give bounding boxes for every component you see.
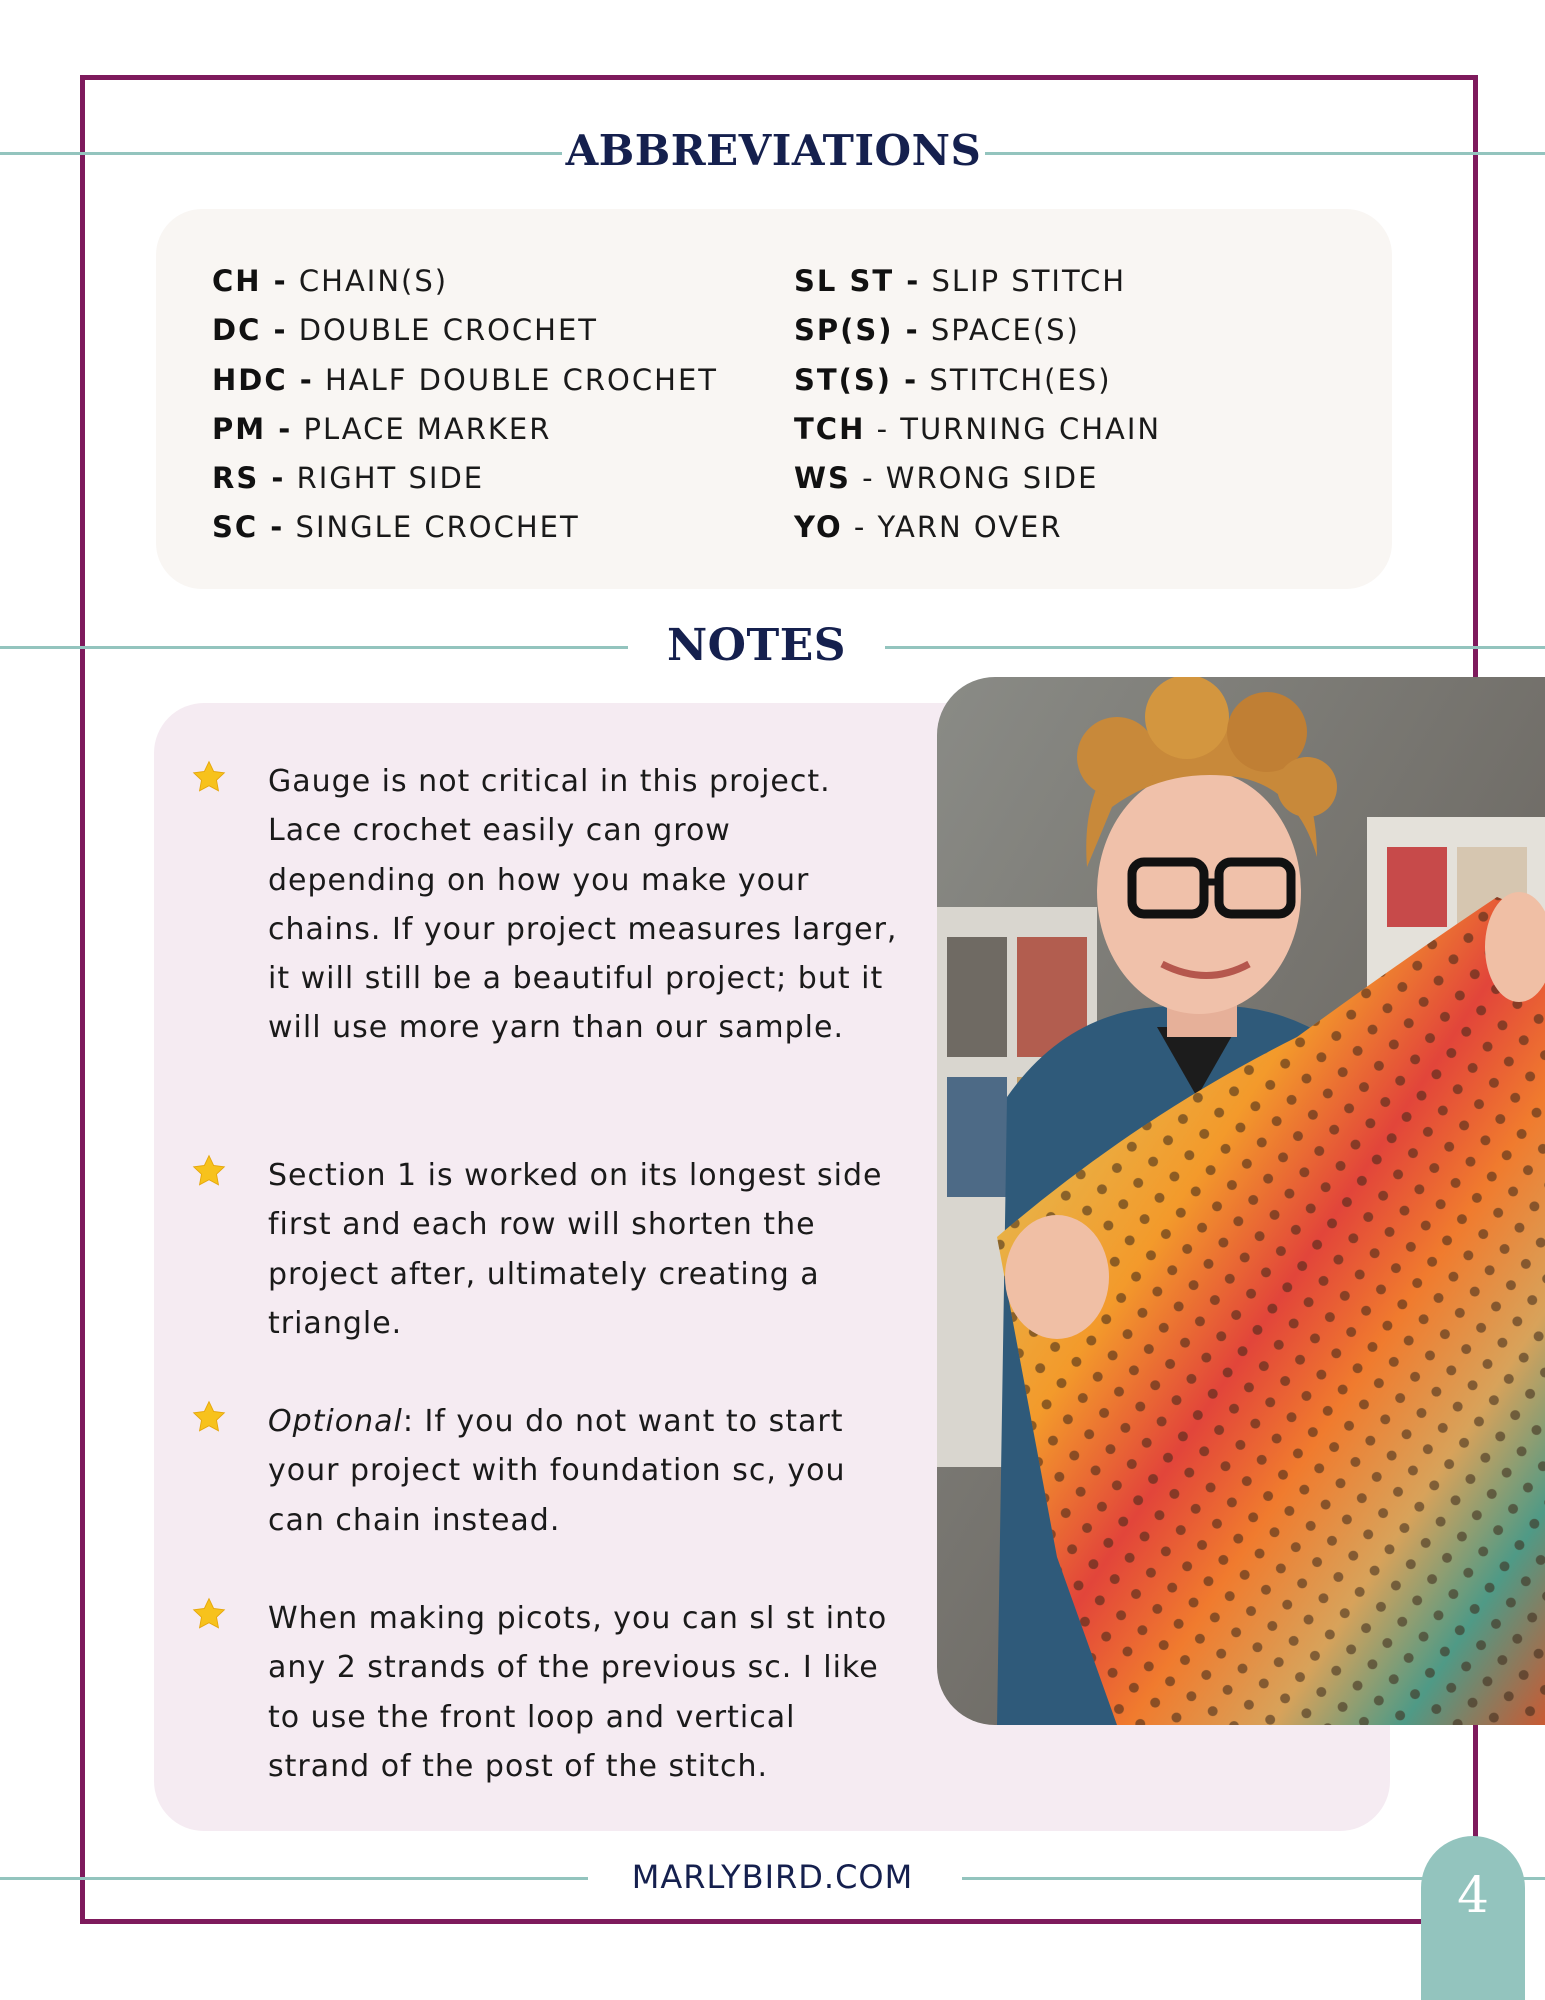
star-icon bbox=[190, 1153, 228, 1189]
note-text: When making picots, you can sl st into any 2 strands of the previous sc. I like to use the front loop and vertical strand of the post of the stitch. bbox=[268, 1601, 888, 1784]
abbreviation-row bbox=[794, 306, 1161, 355]
abbreviation-code: ST(S) - bbox=[794, 362, 919, 397]
abbreviation-meaning: PLACE MARKER bbox=[303, 411, 552, 446]
abbreviation-code: TCH bbox=[794, 411, 866, 446]
abbreviation-row bbox=[212, 503, 718, 552]
abbreviations-heading: ABBREVIATIONS bbox=[565, 126, 982, 175]
note-text bbox=[268, 1397, 908, 1545]
abbreviation-row bbox=[212, 356, 718, 405]
note-text: Gauge is not critical in this project. Lace crochet easily can grow depending on how you make your chains. If your project measures larger, it will still be a beautiful project; but it will use more yarn than our sample. bbox=[268, 764, 898, 1046]
page-number-tab bbox=[1421, 1836, 1525, 2000]
page-number: 4 bbox=[1457, 1866, 1489, 1924]
abbreviations-panel bbox=[156, 209, 1392, 589]
abbreviation-row bbox=[794, 257, 1161, 306]
abbreviation-meaning: SLIP STITCH bbox=[931, 264, 1127, 298]
abbreviations-rule-left bbox=[0, 152, 562, 155]
abbreviation-code: RS - bbox=[212, 461, 286, 496]
note-text-rest: : If you do not want to start your project with foundation sc, you can chain instead. bbox=[268, 1404, 846, 1538]
star-icon bbox=[190, 1399, 228, 1435]
photo-illustration bbox=[937, 677, 1545, 1725]
abbreviation-meaning: SINGLE CROCHET bbox=[295, 510, 580, 545]
abbreviation-meaning: CHAIN(S) bbox=[298, 264, 449, 298]
abbreviation-code: CH - bbox=[212, 264, 288, 298]
star-icon bbox=[190, 1596, 228, 1632]
notes-rule-left bbox=[0, 646, 628, 649]
abbreviation-row bbox=[794, 454, 1161, 503]
footer-website: MARLYBIRD.COM bbox=[631, 1858, 914, 1896]
abbreviation-code: YO bbox=[794, 510, 843, 545]
abbreviations-column-right bbox=[794, 257, 1161, 553]
abbreviation-meaning: - YARN OVER bbox=[853, 510, 1063, 545]
abbreviation-meaning: HALF DOUBLE CROCHET bbox=[324, 362, 718, 397]
note-text: Section 1 is worked on its longest side first and each row will shorten the project after, ultimately creating a triangle. bbox=[268, 1158, 883, 1341]
abbreviation-row bbox=[212, 257, 718, 306]
abbreviation-row bbox=[794, 503, 1161, 552]
abbreviation-row bbox=[794, 356, 1161, 405]
abbreviation-code: SC - bbox=[212, 510, 285, 545]
abbreviation-code: PM - bbox=[212, 411, 293, 446]
abbreviation-code: WS bbox=[794, 461, 851, 496]
abbreviation-meaning: RIGHT SIDE bbox=[296, 461, 485, 496]
notes-heading: NOTES bbox=[666, 620, 847, 671]
abbreviations-column-left bbox=[212, 257, 718, 553]
abbreviation-meaning: - TURNING CHAIN bbox=[876, 411, 1162, 446]
abbreviation-code: SL ST - bbox=[794, 264, 921, 298]
abbreviations-rule-right bbox=[985, 152, 1545, 155]
abbreviation-row bbox=[212, 405, 718, 454]
star-icon bbox=[190, 759, 228, 795]
notes-rule-right bbox=[885, 646, 1545, 649]
project-photo bbox=[937, 677, 1545, 1725]
abbreviation-row bbox=[212, 306, 718, 355]
abbreviation-meaning: - WRONG SIDE bbox=[862, 461, 1099, 496]
abbreviation-meaning: DOUBLE CROCHET bbox=[298, 313, 599, 348]
note-emphasis: Optional bbox=[268, 1404, 403, 1439]
abbreviation-code: SP(S) - bbox=[794, 313, 920, 348]
abbreviation-code: HDC - bbox=[212, 362, 314, 397]
abbreviation-meaning: STITCH(ES) bbox=[929, 362, 1112, 397]
abbreviation-row bbox=[212, 454, 718, 503]
abbreviation-meaning: SPACE(S) bbox=[930, 313, 1080, 348]
abbreviation-code: DC - bbox=[212, 313, 288, 348]
abbreviation-row bbox=[794, 405, 1161, 454]
